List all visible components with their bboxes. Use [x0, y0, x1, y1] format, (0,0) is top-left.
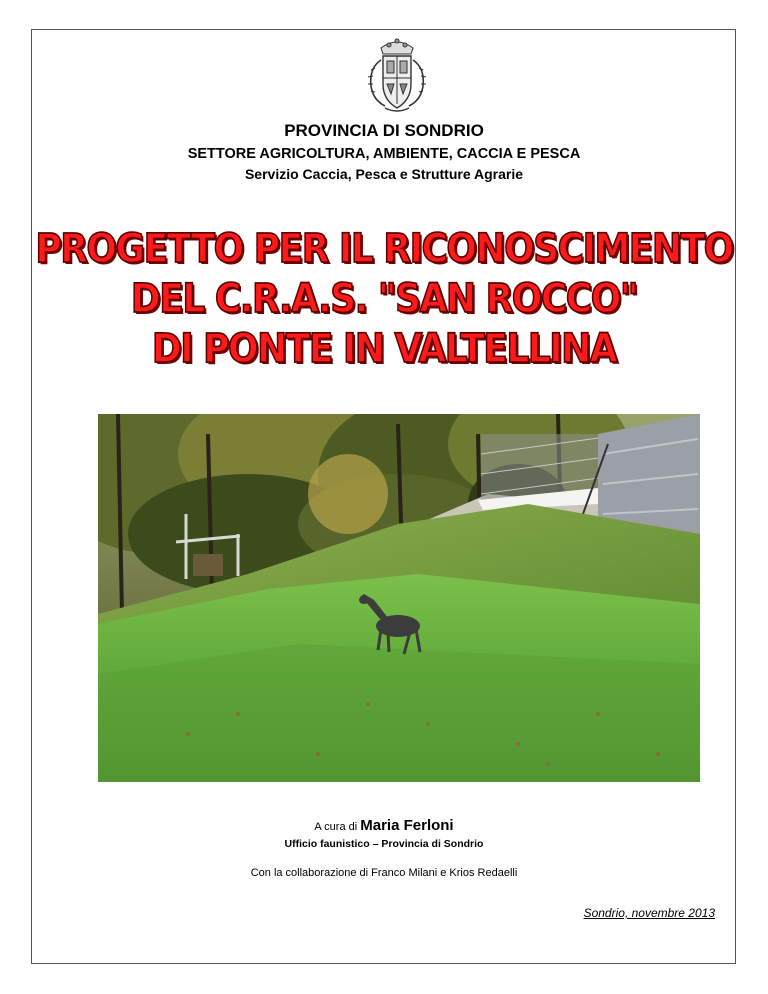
- document-title-line-3: DI PONTE IN VALTELLINA: [151, 326, 617, 372]
- place-and-date: Sondrio, novembre 2013: [583, 906, 715, 920]
- document-title-line-2: DEL C.R.A.S. "SAN ROCCO": [130, 276, 638, 322]
- cover-photo-chamois-enclosure: [98, 414, 700, 782]
- province-name: PROVINCIA DI SONDRIO: [284, 121, 484, 140]
- author-name: Maria Ferloni: [360, 817, 454, 834]
- edited-by: [0, 817, 768, 834]
- edited-by-prefix: A cura di: [314, 821, 358, 833]
- collaborators: Con la collaborazione di Franco Milani e Krios Redaelli: [250, 867, 518, 879]
- province-coat-of-arms-icon: [361, 34, 433, 114]
- document-title-line-1: PROGETTO PER IL RICONOSCIMENTO: [35, 226, 733, 272]
- author-office: Ufficio faunistico – Provincia di Sondrio: [284, 838, 484, 850]
- sector-name: SETTORE AGRICOLTURA, AMBIENTE, CACCIA E PESCA: [187, 146, 581, 162]
- service-name: Servizio Caccia, Pesca e Strutture Agrarie: [244, 166, 524, 182]
